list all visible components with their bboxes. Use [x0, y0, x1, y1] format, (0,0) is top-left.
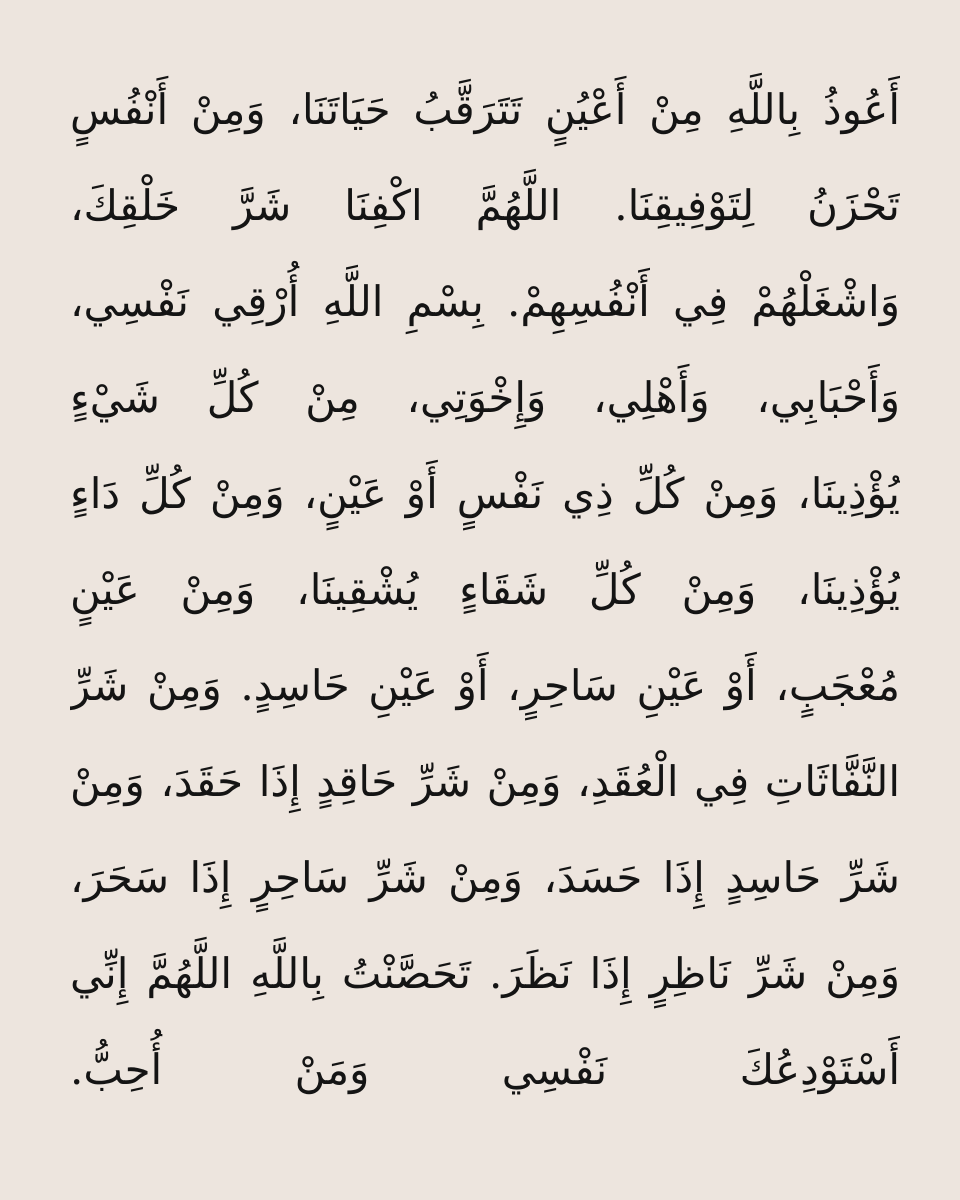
dua-line-5: يُؤْذِينَا، وَمِنْ كُلِّ ذِي نَفْسٍ أَوْ عَيْنٍ، وَمِنْ كُلِّ دَاءٍ [70, 469, 900, 518]
dua-line-6: يُؤْذِينَا، وَمِنْ كُلِّ شَقَاءٍ يُشْقِينَا، وَمِنْ عَيْنٍ [70, 565, 900, 614]
dua-line-9: شَرِّ حَاسِدٍ إِذَا حَسَدَ، وَمِنْ شَرِّ سَاحِرٍ إِذَا سَحَرَ، [70, 853, 900, 902]
dua-line-10: وَمِنْ شَرِّ نَاظِرٍ إِذَا نَظَرَ. تَحَصَّنْتُ بِاللَّهِ اللَّهُمَّ إِنِّي [70, 949, 900, 998]
dua-text-block [70, 62, 900, 1118]
dua-line-1: أَعُوذُ بِاللَّهِ مِنْ أَعْيُنٍ تَتَرَقَّبُ حَيَاتَنَا، وَمِنْ أَنْفُسٍ [70, 85, 900, 134]
dua-line-3: وَاشْغَلْهُمْ فِي أَنْفُسِهِمْ. بِسْمِ اللَّهِ أُرْقِي نَفْسِي، [70, 277, 900, 326]
dua-line-2: تَحْزَنُ لِتَوْفِيقِنَا. اللَّهُمَّ اكْفِنَا شَرَّ خَلْقِكَ، [70, 181, 900, 230]
dua-line-7: مُعْجَبٍ، أَوْ عَيْنِ سَاحِرٍ، أَوْ عَيْنِ حَاسِدٍ. وَمِنْ شَرِّ [70, 661, 900, 710]
dua-line-11: أَسْتَوْدِعُكَ نَفْسِي وَمَنْ أُحِبُّ. [70, 1045, 900, 1094]
dua-line-4: وَأَحْبَابِي، وَأَهْلِي، وَإِخْوَتِي، مِنْ كُلِّ شَيْءٍ [70, 373, 900, 422]
dua-line-8: النَّفَّاثَاتِ فِي الْعُقَدِ، وَمِنْ شَرِّ حَاقِدٍ إِذَا حَقَدَ، وَمِنْ [70, 757, 900, 806]
